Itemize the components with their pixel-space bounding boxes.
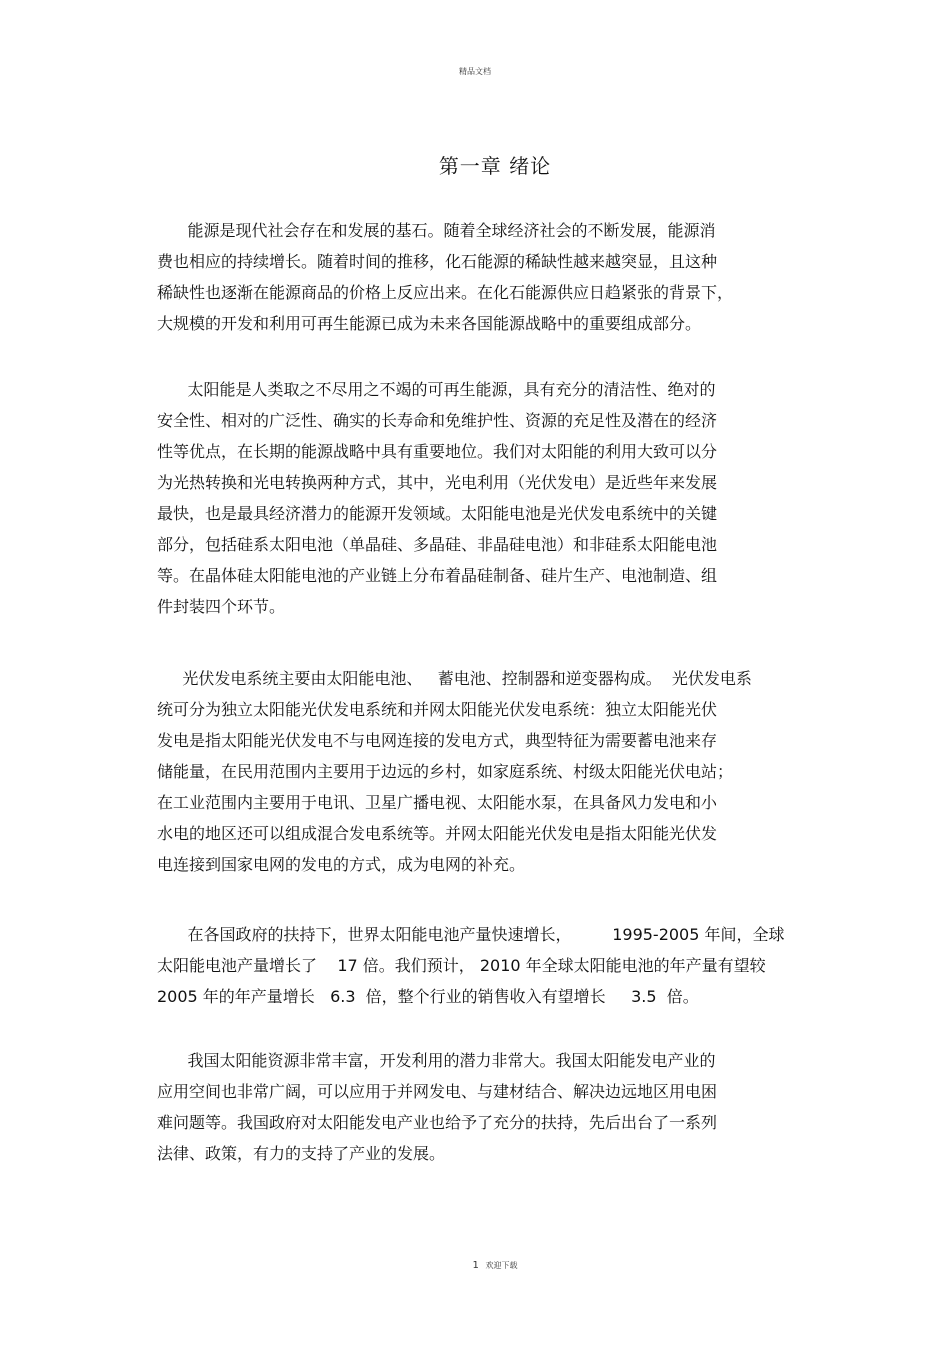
paragraph-line: 2005 年的年产量增长 6.3 倍，整个行业的销售收入有望增长 3.5 倍。 <box>157 987 699 1006</box>
paragraph-line: 法律、政策，有力的支持了产业的发展。 <box>157 1144 446 1163</box>
paragraph-4 <box>157 919 837 1012</box>
paragraph-line: 水电的地区还可以组成混合发电系统等。并网太阳能光伏发电是指太阳能光伏发 <box>157 824 718 843</box>
paragraph-1 <box>157 215 837 339</box>
paragraph-line: 等。在晶体硅太阳能电池的产业链上分布着晶硅制备、硅片生产、电池制造、组 <box>157 566 718 585</box>
page-header <box>0 66 950 77</box>
paragraph-line: 部分，包括硅系太阳电池（单晶硅、多晶硅、非晶硅电池）和非硅系太阳能电池 <box>157 535 718 554</box>
paragraph-line: 电连接到国家电网的发电的方式，成为电网的补充。 <box>157 855 526 874</box>
paragraph-5 <box>157 1045 837 1169</box>
paragraph-line: 在各国政府的扶持下，世界太阳能电池产量快速增长， 1995-2005 年间，全球 <box>157 925 785 944</box>
page-number: 1 <box>472 1260 479 1271</box>
paragraph-line: 最快，也是最具经济潜力的能源开发领域。太阳能电池是光伏发电系统中的关键 <box>157 504 718 523</box>
paragraph-line: 安全性、相对的广泛性、确实的长寿命和免维护性、资源的充足性及潜在的经济 <box>157 411 718 430</box>
paragraph-line: 能源是现代社会存在和发展的基石。随着全球经济社会的不断发展，能源消 <box>157 221 716 240</box>
paragraph-line: 应用空间也非常广阔，可以应用于并网发电、与建材结合、解决边远地区用电困 <box>157 1082 718 1101</box>
paragraph-line: 稀缺性也逐渐在能源商品的价格上反应出来。在化石能源供应日趋紧张的背景下， <box>157 283 734 302</box>
paragraph-line: 发电是指太阳能光伏发电不与电网连接的发电方式，典型特征为需要蓄电池来存 <box>157 731 718 750</box>
paragraph-line: 我国太阳能资源非常丰富，开发利用的潜力非常大。我国太阳能发电产业的 <box>157 1051 716 1070</box>
header-text: 精品文档 <box>459 67 491 76</box>
paragraph-line: 太阳能电池产量增长了 17 倍。我们预计， 2010 年全球太阳能电池的年产量有望较 <box>157 956 766 975</box>
page-footer <box>0 1260 950 1271</box>
paragraph-line: 件封装四个环节。 <box>157 597 286 616</box>
paragraph-line: 光伏发电系统主要由太阳能电池、 蓄电池、控制器和逆变器构成。 光伏发电系 <box>157 669 752 688</box>
paragraph-line: 难问题等。我国政府对太阳能发电产业也给予了充分的扶持，先后出台了一系列 <box>157 1113 718 1132</box>
paragraph-3 <box>157 663 837 880</box>
paragraph-line: 为光热转换和光电转换两种方式，其中，光电利用（光伏发电）是近些年来发展 <box>157 473 718 492</box>
paragraph-line: 统可分为独立太阳能光伏发电系统和并网太阳能光伏发电系统：独立太阳能光伏 <box>157 700 718 719</box>
paragraph-line: 大规模的开发和利用可再生能源已成为未来各国能源战略中的重要组成部分。 <box>157 314 702 333</box>
paragraph-line: 性等优点，在长期的能源战略中具有重要地位。我们对太阳能的利用大致可以分 <box>157 442 718 461</box>
paragraph-2 <box>157 374 837 622</box>
paragraph-line: 太阳能是人类取之不尽用之不竭的可再生能源，具有充分的清洁性、绝对的 <box>157 380 716 399</box>
paragraph-line: 费也相应的持续增长。随着时间的推移，化石能源的稀缺性越来越突显，且这种 <box>157 252 718 271</box>
paragraph-line: 储能量，在民用范围内主要用于边远的乡村，如家庭系统、村级太阳能光伏电站； <box>157 762 734 781</box>
paragraph-line: 在工业范围内主要用于电讯、卫星广播电视、太阳能水泵，在具备风力发电和小 <box>157 793 718 812</box>
footer-text: 欢迎下载 <box>485 1261 518 1270</box>
chapter-title: 第一章 绪论 <box>438 154 552 178</box>
